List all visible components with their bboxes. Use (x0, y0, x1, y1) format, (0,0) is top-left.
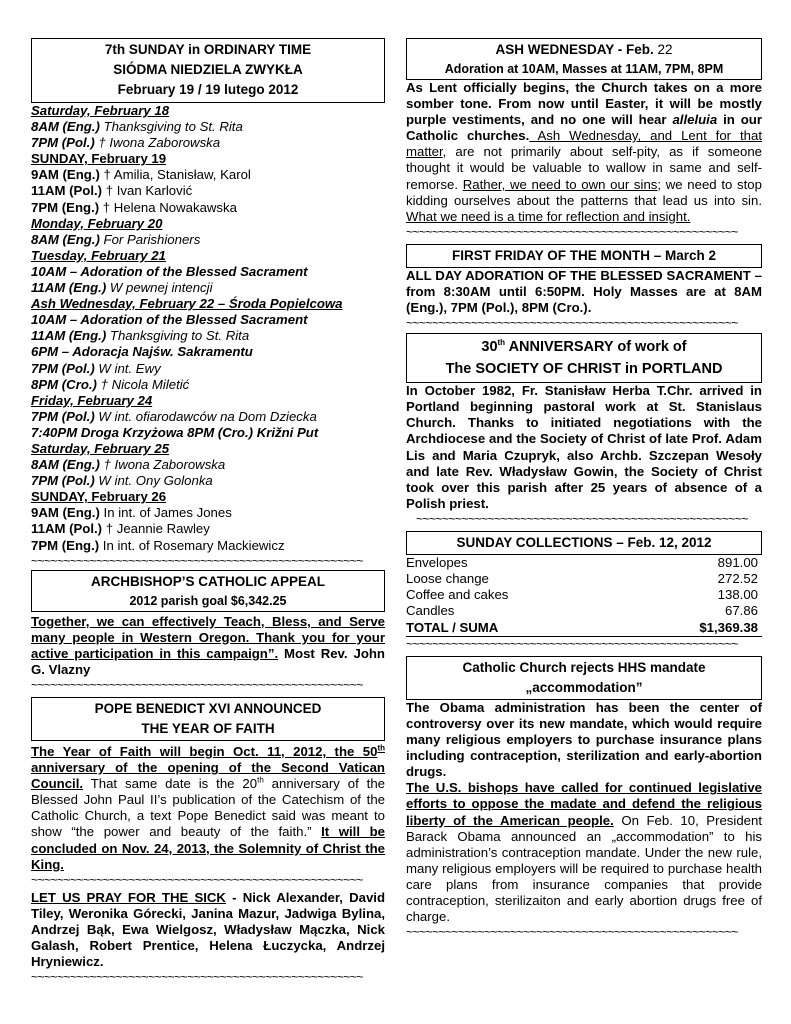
divider: ~~~~~~~~~~~~~~~~~~~~~~~~~~~~~~~~~~~~~~~~~~~~~~~~~~~ (31, 553, 363, 568)
appeal-box (31, 570, 385, 612)
schedule-line: 10AM – Adoration of the Blessed Sacrament (31, 263, 308, 279)
appeal-goal: 2012 parish goal $6,342.25 (129, 593, 287, 608)
collection-row: Coffee and cakes 138.00 (406, 587, 758, 603)
schedule-line: 7PM (Eng.) † Helena Nowakawska (31, 199, 237, 215)
divider: ~~~~~~~~~~~~~~~~~~~~~~~~~~~~~~~~~~~~~~~~~~~~~~~~~~~ (406, 316, 738, 331)
pope-p3: That same date is the 20 (83, 776, 258, 792)
schedule-line: 7PM (Pol.) W int. Ony Golonka (31, 473, 213, 489)
pope-p5: It will be concluded on Nov. 24, 2013, the Solemnity of Christ the King. (31, 824, 385, 872)
total-label: TOTAL / SUMA (406, 620, 627, 637)
divider: ~~~~~~~~~~~~~~~~~~~~~~~~~~~~~~~~~~~~~~~~~~~~~~~~~~~ (416, 511, 748, 526)
divider: ~~~~~~~~~~~~~~~~~~~~~~~~~~~~~~~~~~~~~~~~~~~~~~~~~~~ (31, 678, 363, 692)
left-column (31, 38, 385, 984)
ash-subtitle: Adoration at 10AM, Masses at 11AM, 7PM, 8PM (444, 62, 724, 76)
appeal-body: Together, we can effectively Teach, Bless, and Serve many people in Western Oregon. Thank you for your active participation in this campaign”. (31, 613, 385, 661)
schedule-line: Saturday, February 25 (31, 440, 170, 456)
pope-box (31, 697, 385, 741)
schedule-line: 11AM (Pol.) † Ivan Karlović (31, 183, 193, 199)
appeal-title: ARCHBISHOP’S CATHOLIC APPEAL (90, 573, 325, 589)
total-value: $1,369.38 (627, 620, 762, 637)
hhs-title: Catholic Church rejects HHS mandate (462, 659, 706, 675)
collections-total-row (406, 620, 762, 637)
schedule-line: 9AM (Eng.) † Amilia, Stanisław, Karol (31, 167, 251, 183)
anniversary-text: In October 1982, Fr. Stanisław Herba T.Chr. arrived in Portland beginning pastoral work at St. Stanislaus Church. Thanks to initiated negotiations with the Archdiocese and the Society of Christ of late Prof. Adam Lis and Maria Czupryk, also Archb. Szczepan Wesoły and late Rev. Władysław Gowin, the Society of Christ took over this parish after 25 years of absence of a Polish priest. (406, 383, 762, 511)
schedule-line: 6PM – Adoracja Najśw. Sakramentu (31, 344, 253, 360)
schedule-line: 7PM (Eng.) In int. of Rosemary Mackiewicz (31, 537, 285, 553)
anniversary-box (406, 333, 762, 383)
schedule-line: SUNDAY, February 26 (31, 489, 167, 505)
collection-row: Candles 67.86 (406, 603, 758, 619)
sunday-title: 7th SUNDAY in ORDINARY TIME (104, 42, 312, 57)
schedule-line: 11AM (Eng.) Thanksgiving to St. Rita (31, 328, 250, 344)
mass-schedule (31, 103, 385, 554)
schedule-line: 7PM (Pol.) † Iwona Zaborowska (31, 135, 221, 151)
appeal-signature: Most Rev. John G. Vlazny (31, 645, 385, 677)
ash-box (406, 38, 762, 80)
collection-row: Loose change 272.52 (406, 571, 758, 587)
sunday-title-polish: SIÓDMA NIEDZIELA ZWYKŁA (113, 62, 303, 77)
schedule-line: 7PM (Pol.) W int. ofiarodawców na Dom Dziecka (31, 408, 317, 424)
schedule-line: Tuesday, February 21 (31, 247, 166, 263)
collections-box (406, 531, 762, 555)
sick-names: - Nick Alexander, David Tiley, Weronika Górecki, Janina Mazur, Jadwiga Bylina, Andrzej Bąk, Ewa Wielgosz, Władysław Mączka, Nick Galash, Robert Prentice, Helena Łuczycka, Andrzej Hryniewicz. (31, 889, 385, 970)
divider: ~~~~~~~~~~~~~~~~~~~~~~~~~~~~~~~~~~~~~~~~~~~~~~~~~~~ (406, 224, 738, 239)
schedule-line: 8AM (Eng.) † Iwona Zaborowska (31, 457, 226, 473)
schedule-line: 7:40PM Droga Krzyżowa 8PM (Cro.) Križni Put (31, 424, 319, 440)
schedule-line: 11AM (Pol.) † Jeannie Rawley (31, 521, 210, 537)
divider: ~~~~~~~~~~~~~~~~~~~~~~~~~~~~~~~~~~~~~~~~~~~~~~~~~~~ (31, 872, 363, 887)
pope-title: POPE BENEDICT XVI ANNOUNCED (94, 701, 322, 716)
pope-p4: anniversary of the Blessed John Paul II’s publication of the Catechism of the Catholic Church, a text Pope Benedict said was meant to show “the power and beauty of the faith.” (31, 776, 385, 840)
hhs-text: The Obama administration has been the center of controversy over its new mandate, which would require many religious employers to purchase insurance plans including contraception, sterilization and early-abortion drugs. The U.S. bishops have called for continued legislative efforts to oppose the madate and defend the religious liberty of the American people. On Feb. 10, President Barack Obama announced an „accommodation” to his administration’s contraception mandate. Under the new rule, many religious employers will be required to purchase health care plans from insurance companies that provide contraception, sterilizaiton and early abortion drugs free of charge. (406, 699, 762, 925)
pope-p1: The Year of Faith will begin Oct. 11, 2012, the 50 (31, 744, 378, 759)
hhs-box (406, 656, 762, 700)
ash-title: ASH WEDNESDAY - Feb. 22 (495, 42, 673, 57)
collections-title: SUNDAY COLLECTIONS – Feb. 12, 2012 (456, 534, 712, 550)
schedule-line: Monday, February 20 (31, 215, 163, 231)
sick-text (31, 890, 385, 970)
sick-label: LET US PRAY FOR THE SICK (31, 889, 226, 905)
schedule-line: Ash Wednesday, February 22 – Środa Popielcowa (31, 296, 343, 312)
anniversary-title: 30th ANNIVERSARY of work of (481, 338, 687, 356)
friday-text: ALL DAY ADORATION OF THE BLESSED SACRAMENT – from 8:30AM until 6:50PM. Holy Masses are at 8AM (Eng.), 7PM (Pol.), 8PM (Cro.). (406, 267, 762, 316)
friday-title: FIRST FRIDAY OF THE MONTH – March 2 (451, 247, 717, 263)
schedule-line: 11AM (Eng.) W pewnej intencji (31, 280, 213, 296)
divider: ~~~~~~~~~~~~~~~~~~~~~~~~~~~~~~~~~~~~~~~~~~~~~~~~~~~ (406, 636, 738, 651)
pope-subtitle: THE YEAR OF FAITH (141, 721, 275, 736)
divider: ~~~~~~~~~~~~~~~~~~~~~~~~~~~~~~~~~~~~~~~~~~~~~~~~~~~ (31, 970, 363, 985)
schedule-line: Saturday, February 18 (31, 103, 170, 118)
sunday-date: February 19 / 19 lutego 2012 (117, 82, 299, 97)
schedule-line: SUNDAY, February 19 (31, 151, 167, 167)
collections-table (406, 555, 762, 637)
schedule-line: 10AM – Adoration of the Blessed Sacrament (31, 312, 308, 328)
sunday-header-box (31, 38, 385, 103)
schedule-line: 8AM (Eng.) Thanksgiving to St. Rita (31, 119, 243, 135)
schedule-line: 8PM (Cro.) † Nicola Miletić (31, 376, 190, 392)
right-column (406, 38, 762, 939)
ash-text: As Lent officially begins, the Church takes on a more somber tone. From now until Easter, it will be mostly purple vestiments, and no one will hear alleluia in our Catholic churches. Ash Wednesday, and Lent for that matter, are not primarily about self-pity, as if someone thought it would be valuable to wallow in same and self-remorse. Rather, we need to own our sins; we need to stop kidding ourselves about the patterns that lead us into sin. What we need is a time for reflection and insight. (406, 80, 762, 224)
friday-box (406, 244, 762, 268)
appeal-text (31, 614, 385, 678)
pope-text: The Year of Faith will begin Oct. 11, 2012, the 50th anniversary of the opening of the Second Vatican Council. That same date is the 20th anniversary of the Blessed John Paul II’s publication of the Catechism of the Catholic Church, a text Pope Benedict said was meant to show “the power and beauty of the faith.” It will be concluded on Nov. 24, 2013, the Solemnity of Christ the King. (31, 743, 385, 872)
anniversary-subtitle: The SOCIETY OF CHRIST in PORTLAND (445, 361, 723, 378)
schedule-line: Friday, February 24 (31, 392, 153, 408)
hhs-subtitle: „accommodation” (525, 679, 643, 695)
schedule-line: 9AM (Eng.) In int. of James Jones (31, 505, 232, 521)
schedule-line: 7PM (Pol.) W int. Ewy (31, 360, 161, 376)
collection-row: Envelopes 891.00 (406, 554, 758, 570)
pope-p2: anniversary of the opening of the Second Vatican Council. (31, 760, 385, 792)
schedule-line: 8AM (Eng.) For Parishioners (31, 231, 201, 247)
divider: ~~~~~~~~~~~~~~~~~~~~~~~~~~~~~~~~~~~~~~~~~~~~~~~~~~~ (406, 925, 738, 940)
